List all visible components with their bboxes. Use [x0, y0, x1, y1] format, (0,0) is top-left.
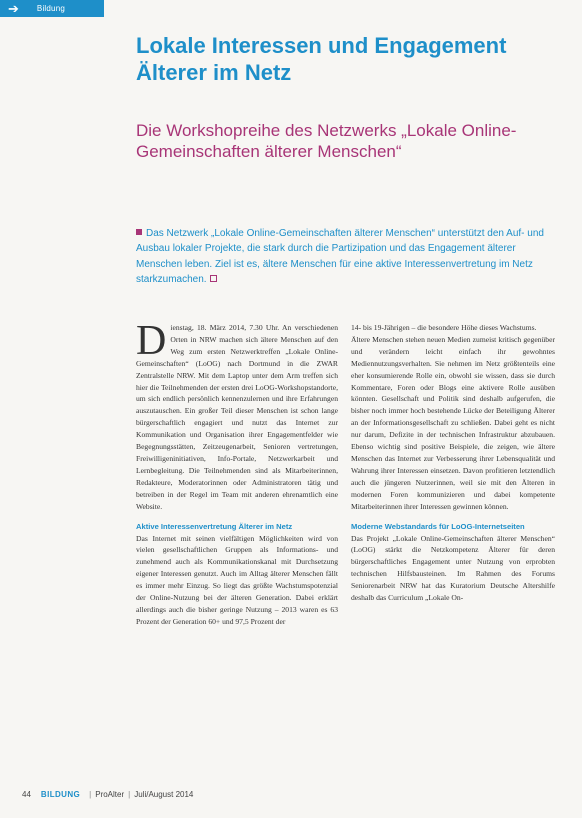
body-paragraph: Das Projekt „Lokale Online-Gemeinschaften älterer Menschen“ (LoOG) stärkt die Netzkompetenz Älterer für deren bürgerschaftliches Engagement unter Nutzung von erprobten technischen Hilfsbausteinen. Im Rahmen des Forums Seniorenarbeit NRW hat das Kuratorium Deutsche Altershilfe deshalb das Curriculum „Lokale On-	[351, 533, 555, 603]
text-column-left	[136, 318, 338, 628]
page-number: 44	[22, 790, 31, 799]
page-footer	[22, 790, 193, 799]
dropcap: D	[136, 318, 167, 364]
body-paragraph: Das Internet mit seinen vielfältigen Möglichkeiten wird von vielen gesellschaftlichen Gruppen als Informations- und zunehmend auch als Kommunikationskanal mit Durchsetzung eigener Interessen genutzt. Auch im Alltag älterer Menschen fällt es immer mehr Einzug. So liegt das größte Wachstumspotenzial der Online-Nutzung bei der älteren Generation. Dabei erklärt allerdings auch die bisher geringe Nutzung – 2013 waren es 63 Prozent der Generation 60+ und 97,5 Prozent der	[136, 533, 338, 626]
body-paragraph: Ältere Menschen stehen neuen Medien zumeist kritisch gegenüber und verändern leicht einfach ihr gewohntes Mediennutzungsverhalten. Sie nehmen im Netz größtenteils eine eher konsumierende Rolle ein, obwohl sie wissen, dass sie durch Kommentare, Foren oder Blogs eine aktivere Rolle ausüben könnten. Gesellschaft und Politik sind deshalb aufgerufen, die bisher noch immer hoch bestehende Lücke der Beteiligung Älterer an der Informationsgesellschaft zu schließen. Dabei geht es nicht nur darum, Defizite in der technischen Infrastruktur abzubauen. Ebenso wichtig sind positive Beispiele, die zeigen, wie ältere Menschen das Internet zur Verbesserung ihrer Lebensqualität und Wahrung ihrer Interessen einsetzen. Davon profitieren letztendlich auch die jüngeren Nutzerinnen, weil sie mit den Älteren in modernen Foren kommunizieren und dabei kompetente Mitarbeiterinnen ihrer Interessen gewinnen können.	[351, 334, 555, 511]
end-square-icon	[210, 275, 217, 282]
lead-paragraph	[136, 226, 556, 288]
footer-publication: ProAlter	[95, 790, 125, 799]
body-paragraph: 14- bis 19-Jährigen – die besondere Höhe dieses Wachstums.	[351, 323, 537, 332]
lead-text: Das Netzwerk „Lokale Online-Gemeinschaften älterer Menschen“ unterstützt den Auf- und Ausbau lokaler Projekte, die stark durch die Partizipation und das Engagement älterer Menschen leben. Ziel ist es, ältere Menschen für eine aktive Interessenvertretung im Netz starkzumachen.	[136, 228, 544, 286]
body-text: ienstag, 18. März 2014, 7.30 Uhr. An verschiedenen Orten in NRW machen sich ältere Menschen auf den Weg zum ersten Netzwerktreffen „Lokale Online-Gemeinschaften“ (LoOG) nach Dortmund in die ZWAR Zentralstelle NRW. Mit dem Laptop unter dem Arm treffen sich hier die Teilnehmenden der ersten drei LoOG-Workshopstandorte, um sich endlich persönlich kennenzulernen und ihre Erfahrungen auszutauschen. Ein großer Teil dieser Menschen ist schon lange bürgerschaftlich engagiert und nutzt das Internet zur Kommunikation und Organisation ihrer Engagementfelder wie Begegnungsstätten, Zeitzeugenarbeit, Senioren vertretungen, Freiwilligeninitiativen, Info-Portale, Netzwerkarbeit und Lernbegleitung. Die Teilnehmenden sind als Mitarbeiterinnen, Redakteure, Moderatorinnen oder Administratoren tätig und betreiben in der Regel im Team mit anderen ehrenamtlich eine Website.	[136, 323, 338, 511]
section-label: Bildung	[36, 4, 65, 13]
section-heading: Aktive Interessenvertretung Älterer im Netz	[136, 521, 293, 531]
footer-separator: |	[128, 790, 131, 799]
section-tab	[0, 0, 104, 17]
square-bullet-icon	[136, 229, 142, 235]
page-subtitle: Die Workshopreihe des Netzwerks „Lokale Online-Gemeinschaften älterer Menschen“	[136, 121, 517, 161]
footer-section: BILDUNG	[40, 790, 81, 799]
section-heading: Moderne Webstandards für LoOG-Internetseiten	[351, 521, 525, 531]
footer-issue: Juli/August 2014	[134, 790, 194, 799]
arrow-right-icon: ➔	[8, 1, 19, 16]
page-title: Lokale Interessen und Engagement Älterer im Netz	[136, 33, 507, 85]
text-column-right	[351, 322, 555, 604]
footer-separator: |	[89, 790, 92, 799]
body-paragraph	[136, 318, 338, 513]
